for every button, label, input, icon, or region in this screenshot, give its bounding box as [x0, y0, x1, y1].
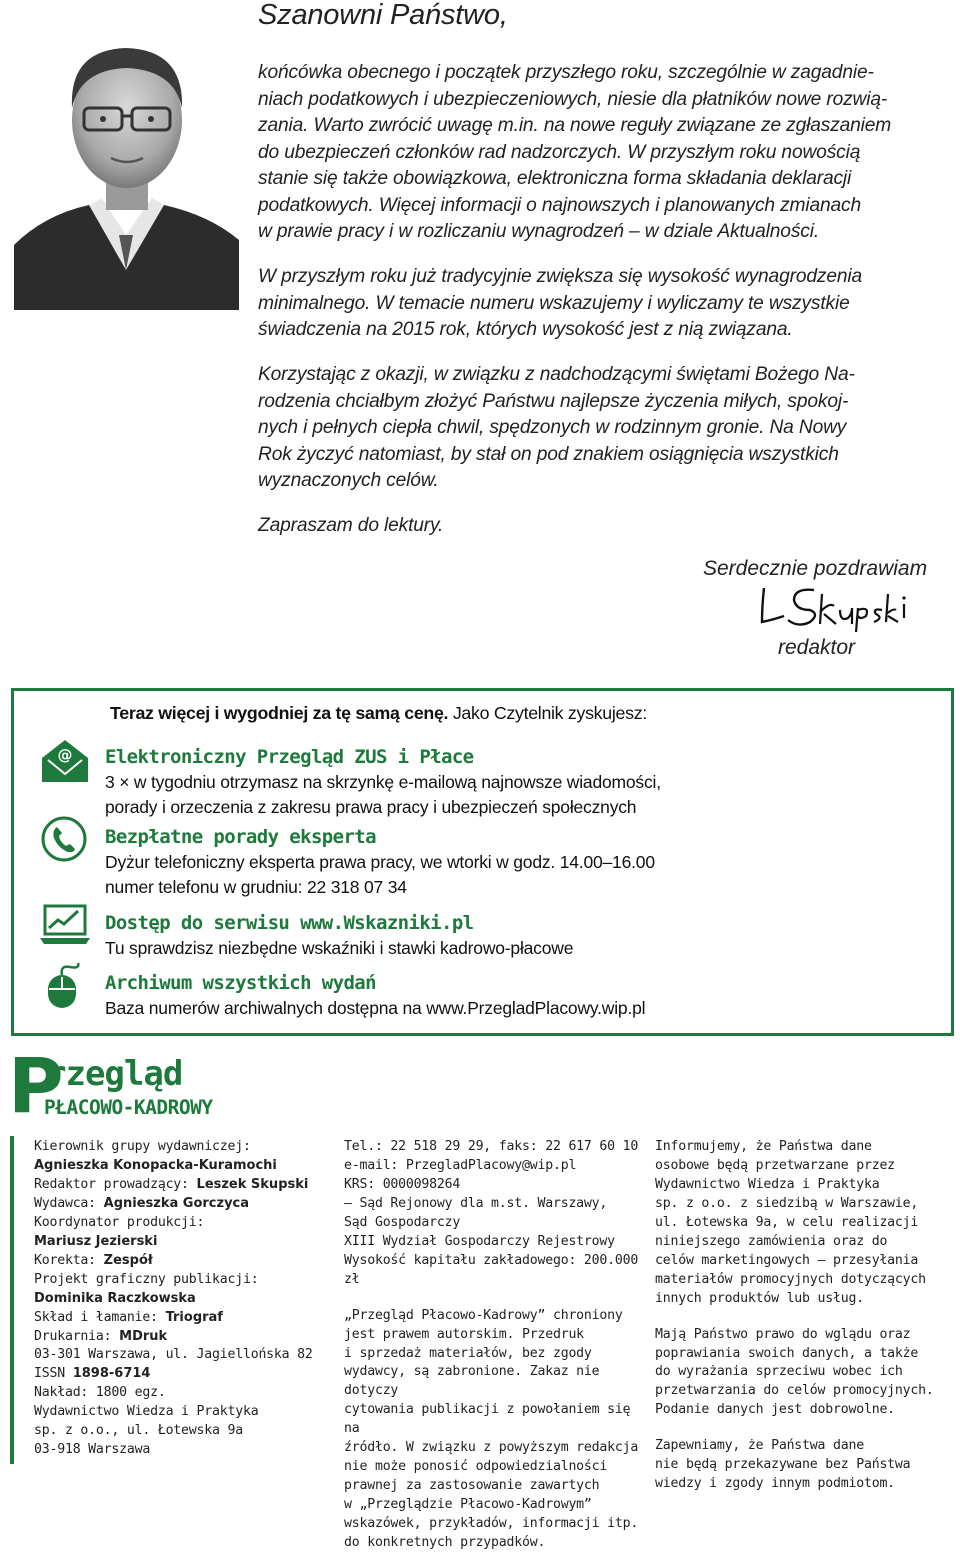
- letter-paragraph-3: [258, 362, 958, 495]
- text-line: wiedzy i zgody innym podmiotom.: [655, 1476, 895, 1492]
- text-line: jest prawem autorskim. Przedruk: [344, 1326, 584, 1342]
- feature-title-archive: Archiwum wszystkich wydań: [105, 972, 376, 994]
- text-line: w „Przeglądzie Płacowo-Kadrowym”: [344, 1497, 592, 1513]
- svg-text:@: @: [57, 746, 73, 764]
- masthead-divider: [10, 1136, 14, 1464]
- text-line: niniejszego zamówienia oraz do: [655, 1233, 888, 1249]
- text-line: – Sąd Rejonowy dla m.st. Warszawy,: [344, 1195, 608, 1211]
- text-line: Zapewniamy, że Państwa dane: [655, 1438, 864, 1454]
- credit-line: [34, 1138, 334, 1157]
- credit-label: 03-301 Warszawa, ul. Jagiellońska 82: [34, 1347, 313, 1363]
- credit-line: [34, 1403, 334, 1422]
- credit-label: Kierownik grupy wydawniczej:: [34, 1139, 251, 1154]
- feature-title-wskazniki: Dostęp do serwisu www.Wskazniki.pl: [105, 912, 474, 934]
- logo-subtitle: PŁACOWO-KADROWY: [44, 1096, 213, 1119]
- credit-line: [34, 1157, 334, 1176]
- text-line: Baza numerów archiwalnych dostępna na www.PrzegladPlacowy.wip.pl: [105, 998, 646, 1018]
- text-line: w prawie pracy i w rozliczaniu wynagrodzeń – w dziale Aktualności.: [258, 221, 820, 242]
- text-line: do ubezpieczeń członków rad nadzorczych. W przyszłym roku nowością: [258, 141, 861, 163]
- credit-value: Triograf: [165, 1309, 223, 1325]
- credit-line: [34, 1346, 334, 1365]
- credit-label: Wydawca:: [34, 1195, 104, 1211]
- credit-label: Skład i łamanie:: [34, 1309, 166, 1325]
- credit-value: Agnieszka Gorczyca: [103, 1195, 250, 1211]
- editor-signature: [758, 584, 908, 632]
- credit-line: [34, 1271, 334, 1290]
- laptop-chart-icon: [40, 902, 90, 948]
- logo-word: rzegląd: [46, 1054, 183, 1094]
- editorial-credits: [34, 1138, 334, 1460]
- credit-line: [34, 1422, 334, 1441]
- credit-line: [34, 1384, 334, 1403]
- email-icon: [40, 738, 90, 784]
- text-line: Informujemy, że Państwa dane: [655, 1139, 872, 1154]
- credit-value: 1898-6714: [72, 1366, 151, 1382]
- credit-line: [34, 1309, 334, 1328]
- credit-label: Korekta:: [34, 1252, 104, 1268]
- credit-label: Redaktor prowadzący:: [34, 1176, 197, 1192]
- text-line: Wysokość kapitału zakładowego: 200.000 zł: [344, 1252, 639, 1287]
- feature-text-wskazniki: [105, 936, 573, 961]
- credit-value: Dominika Raczkowska: [34, 1290, 196, 1306]
- magazine-logo: [8, 1041, 278, 1130]
- text-line: Zapraszam do lektury.: [258, 515, 444, 536]
- text-line: Dyżur telefoniczny eksperta prawa pracy, we wtorki w godz. 14.00–16.00: [105, 852, 655, 872]
- text-line: innych produktów lub usług.: [655, 1290, 864, 1306]
- text-line: stanie się także obowiązkowa, elektroniczna forma składania deklaracji: [258, 168, 852, 189]
- text-line: KRS: 0000098264: [344, 1176, 461, 1192]
- text-line: „Przegląd Płacowo-Kadrowy” chroniony: [344, 1307, 623, 1323]
- text-line: ul. Łotewska 9a, w celu realizacji: [655, 1214, 919, 1230]
- text-line: przetwarzania do celów promocyjnych.: [655, 1383, 934, 1399]
- credit-line: [34, 1252, 334, 1271]
- text-line: wyznaczonych celów.: [258, 470, 439, 491]
- credit-line: [34, 1365, 334, 1384]
- text-line: Podanie danych jest dobrowolne.: [655, 1402, 895, 1418]
- letter-role: redaktor: [778, 636, 856, 659]
- text-line: świadczenia na 2015 rok, których wysokość jest z nią związana.: [258, 319, 793, 340]
- text-line: minimalnego. W temacie numeru wskazujemy i wyliczamy te wszystkie: [258, 292, 850, 314]
- text-line: zania. Warto zwrócić uwagę m.in. na nowe reguły związane ze zgłaszaniem: [258, 115, 892, 136]
- credit-line: [34, 1441, 334, 1460]
- credit-line: [34, 1290, 334, 1309]
- text-line: sp. z o.o. z siedzibą w Warszawie,: [655, 1195, 919, 1211]
- text-line: prawnej za zastosowanie zawartych: [344, 1478, 600, 1494]
- text-line: W przyszłym roku już tradycyjnie zwiększa się wysokość wynagrodzenia: [258, 266, 862, 287]
- credit-label: ISSN: [34, 1366, 73, 1382]
- letter-paragraph-2: [258, 264, 958, 344]
- text-line: Tel.: 22 518 29 29, faks: 22 617 60 10: [344, 1139, 639, 1154]
- text-line: niach podatkowych i ubezpieczeniowych, niesie dla płatników nowe rozwią-: [258, 88, 888, 110]
- privacy-paragraph-2: [655, 1326, 955, 1421]
- credit-value: MDruk: [119, 1328, 168, 1344]
- feature-title-email: Elektroniczny Przegląd ZUS i Płace: [105, 746, 474, 768]
- feature-text-email: [105, 770, 661, 820]
- text-line: Korzystając z okazji, w związku z nadchodzącymi świętami Bożego Na-: [258, 364, 855, 385]
- text-line: numer telefonu w grudniu: 22 318 07 34: [105, 877, 407, 897]
- mouse-icon: [40, 963, 90, 1009]
- text-line: Tu sprawdzisz niezbędne wskaźniki i stawki kadrowo-płacowe: [105, 938, 574, 958]
- editor-photo: [14, 30, 239, 310]
- credit-line: [34, 1214, 334, 1233]
- text-line: Wydawnictwo Wiedza i Praktyka: [655, 1176, 880, 1192]
- text-line: końcówka obecnego i początek przyszłego roku, szczególnie w zagadnie-: [258, 62, 874, 83]
- letter-paragraph-4: [258, 513, 958, 540]
- text-line: i sprzedaż materiałów, bez zgody: [344, 1345, 592, 1361]
- credit-line: [34, 1176, 334, 1195]
- privacy-notice: [655, 1138, 955, 1494]
- feature-title-phone: Bezpłatne porady eksperta: [105, 826, 376, 848]
- benefits-heading: Teraz więcej i wygodniej za tę samą cenę. Jako Czytelnik zyskujesz:: [110, 703, 647, 723]
- letter-paragraph-1: [258, 60, 958, 246]
- credit-label: sp. z o.o., ul. Łotewska 9a: [34, 1423, 243, 1439]
- copyright-notice: [344, 1307, 649, 1553]
- credit-line: [34, 1233, 334, 1252]
- text-line: Mają Państwo prawo do wglądu oraz: [655, 1326, 911, 1342]
- text-line: wydawcy, są zabronione. Zakaz nie dotyczy: [344, 1364, 600, 1399]
- text-line: Rok życzyć natomiast, by stał on pod znakiem osiągnięcia wszystkich: [258, 443, 839, 465]
- credit-label: 03-918 Warszawa: [34, 1442, 151, 1458]
- text-line: rodzenia chciałbym złożyć Państwu najlepsze życzenia miłych, spokoj-: [258, 390, 849, 412]
- credit-value: Agnieszka Konopacka-Kuramochi: [34, 1157, 277, 1173]
- text-line: XIII Wydział Gospodarczy Rejestrowy: [344, 1233, 615, 1249]
- text-line: cytowania publikacji z powołaniem się na: [344, 1402, 631, 1437]
- publisher-contact: [344, 1138, 649, 1553]
- credit-label: Drukarnia:: [34, 1328, 120, 1344]
- feature-text-phone: [105, 850, 655, 900]
- text-line: do konkretnych przypadków.: [344, 1535, 546, 1551]
- feature-text-archive: [105, 996, 645, 1021]
- text-line: e-mail: PrzegladPlacowy@wip.pl: [344, 1157, 577, 1173]
- credit-value: Leszek Skupski: [196, 1176, 309, 1192]
- text-line: źródło. W związku z powyższym redakcja: [344, 1440, 639, 1456]
- text-line: wskazówek, przykładów, informacji itp.: [344, 1516, 639, 1532]
- text-line: nych i pełnych ciepła chwil, spędzonych w rodzinnym gronie. Na Nowy: [258, 417, 847, 438]
- credit-label: Wydawnictwo Wiedza i Praktyka: [34, 1404, 259, 1420]
- privacy-paragraph-3: [655, 1437, 955, 1494]
- credit-label: Koordynator produkcji:: [34, 1214, 205, 1230]
- credit-line: [34, 1195, 334, 1214]
- text-line: nie może ponosić odpowiedzialności: [344, 1459, 608, 1475]
- text-line: celów marketingowych – przesyłania: [655, 1252, 919, 1268]
- credit-label: Projekt graficzny publikacji:: [34, 1271, 259, 1287]
- text-line: 3 × w tygodniu otrzymasz na skrzynkę e-mailową najnowsze wiadomości,: [105, 772, 661, 792]
- text-line: Sąd Gospodarczy: [344, 1214, 461, 1230]
- text-line: podatkowych. Więcej informacji o najnowszych i planowanych zmianach: [258, 194, 862, 216]
- credit-line: [34, 1328, 334, 1347]
- letter-greeting: Szanowni Państwo,: [258, 0, 508, 31]
- text-line: do wyrażania sprzeciwu wobec ich: [655, 1364, 903, 1380]
- text-line: nie będą przekazywane bez Państwa: [655, 1457, 911, 1473]
- text-line: porady i orzeczenia z zakresu prawa pracy i ubezpieczeń społecznych: [105, 797, 637, 817]
- text-line: materiałów promocyjnych dotyczących: [655, 1271, 926, 1287]
- letter-regards: Serdecznie pozdrawiam: [703, 557, 928, 580]
- contact-info: [344, 1138, 649, 1290]
- credit-value: Mariusz Jezierski: [34, 1233, 158, 1249]
- logo-letter: P: [8, 1041, 64, 1130]
- credit-label: Nakład: 1800 egz.: [34, 1385, 166, 1401]
- text-line: osobowe będą przetwarzane przez: [655, 1157, 895, 1173]
- text-line: poprawiania swoich danych, a także: [655, 1345, 919, 1361]
- privacy-paragraph-1: [655, 1138, 955, 1309]
- phone-icon: [40, 816, 90, 862]
- credit-value: Zespół: [103, 1252, 153, 1268]
